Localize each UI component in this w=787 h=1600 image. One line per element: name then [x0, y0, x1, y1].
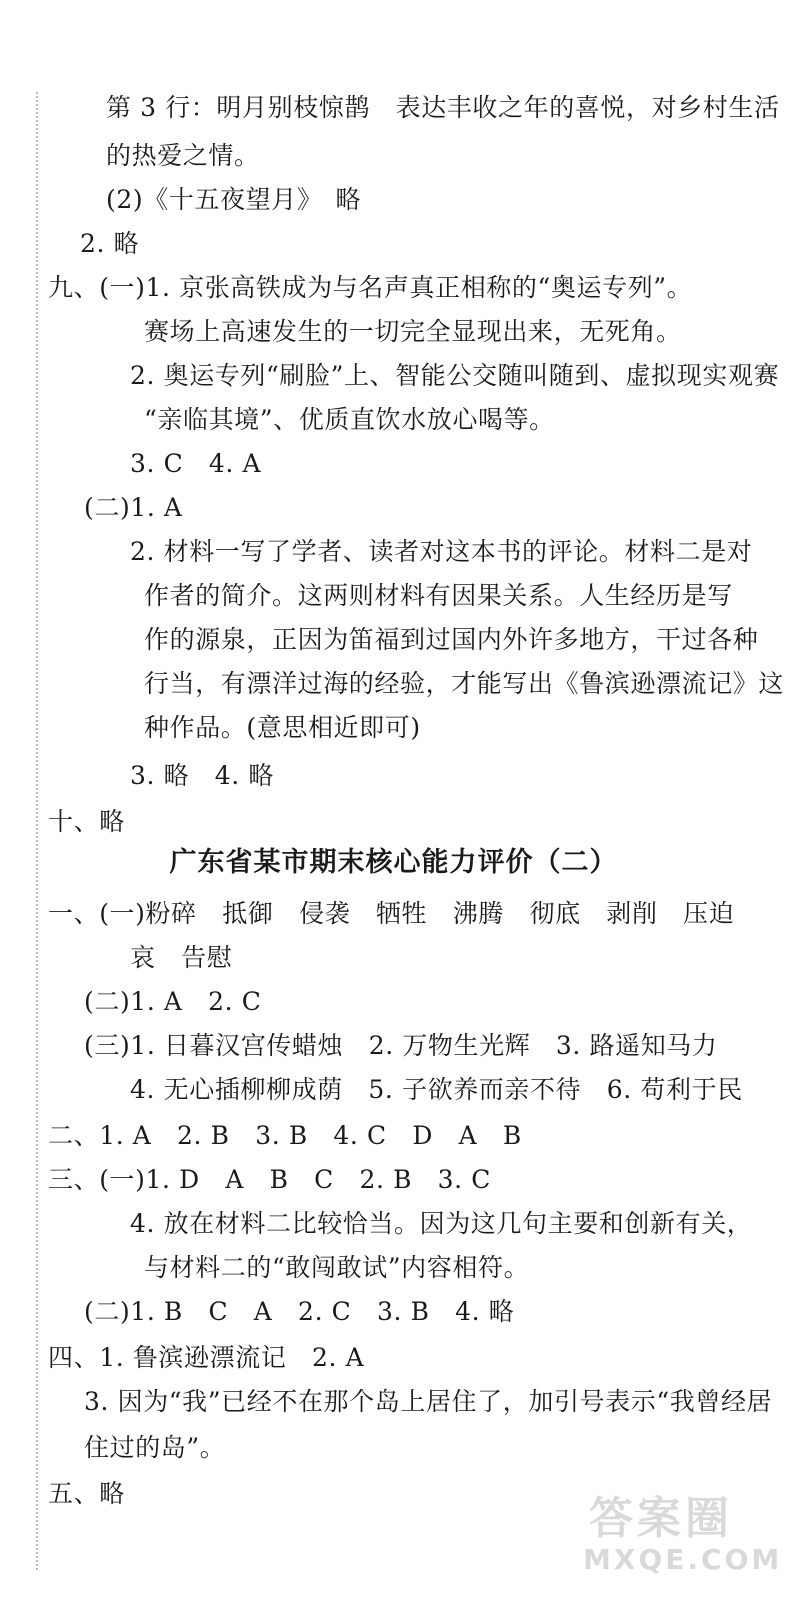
section-title: 广东省某市期末核心能力评价（二）: [169, 847, 618, 878]
answer-line: 行当，有漂洋过海的经验，才能写出《鲁滨逊漂流记》这: [144, 669, 785, 698]
watermark-url-text: MXQE.COM: [583, 1543, 783, 1576]
answer-line: (二)1. A: [84, 493, 183, 522]
answer-line: 与材料二的“敢闯敢试”内容相符。: [144, 1253, 530, 1282]
answer-line: 住过的岛”。: [84, 1433, 226, 1462]
answer-line: (2)《十五夜望月》 略: [106, 185, 362, 214]
answer-line: 二、1. A 2. B 3. B 4. C D A B: [48, 1121, 522, 1150]
answer-line: 4. 放在材料二比较恰当。因为这几句主要和创新有关，: [130, 1209, 753, 1238]
answer-line: 2. 奥运专列“刷脸”上、智能公交随叫随到、虚拟现实观赛: [130, 361, 780, 390]
answer-line: 作者的简介。这两则材料有因果关系。人生经历是写: [144, 581, 733, 610]
answer-line: 三、(一)1. D A B C 2. B 3. C: [48, 1165, 492, 1194]
answer-line: “亲临其境”、优质直饮水放心喝等。: [144, 405, 555, 434]
answer-line: 一、(一)粉碎 抵御 侵袭 牺牲 沸腾 彻底 剥削 压迫: [48, 899, 735, 928]
answer-line: 3. 略 4. 略: [130, 761, 274, 790]
answer-line: (二)1. A 2. C: [84, 987, 262, 1016]
answer-line: 第 3 行：明月别枝惊鹊 表达丰收之年的喜悦，对乡村生活: [106, 93, 780, 122]
answer-line: 3. 因为“我”已经不在那个岛上居住了，加引号表示“我曾经居: [84, 1387, 773, 1416]
answer-line: 作的源泉，正因为笛福到过国内外许多地方，干过各种: [144, 625, 759, 654]
answer-line: 2. 略: [80, 229, 140, 258]
answer-line: 4. 无心插柳柳成荫 5. 子欲养而亲不待 6. 苟利于民: [130, 1075, 743, 1104]
answer-line: 赛场上高速发生的一切完全显现出来，无死角。: [144, 317, 682, 346]
binding-margin-rule: [36, 92, 38, 1570]
answer-line: 五、略: [48, 1479, 125, 1508]
answer-line: 九、(一)1. 京张高铁成为与名声真正相称的“奥运专列”。: [48, 273, 693, 302]
answer-line: 哀 告慰: [130, 943, 233, 972]
answer-line: (二)1. B C A 2. C 3. B 4. 略: [84, 1297, 515, 1326]
answer-line: 的热爱之情。: [106, 141, 260, 170]
answer-line: (三)1. 日暮汉宫传蜡烛 2. 万物生光辉 3. 路遥知马力: [84, 1031, 718, 1060]
site-watermark: [573, 1493, 783, 1580]
answer-line: 种作品。(意思相近即可): [144, 713, 421, 742]
answer-line: 十、略: [48, 807, 125, 836]
answer-line: 2. 材料一写了学者、读者对这本书的评论。材料二是对: [130, 537, 753, 566]
watermark-logo-text: 答案圈: [589, 1493, 733, 1544]
answer-line: 四、1. 鲁滨逊漂流记 2. A: [48, 1343, 365, 1372]
answer-line: 3. C 4. A: [130, 449, 262, 478]
